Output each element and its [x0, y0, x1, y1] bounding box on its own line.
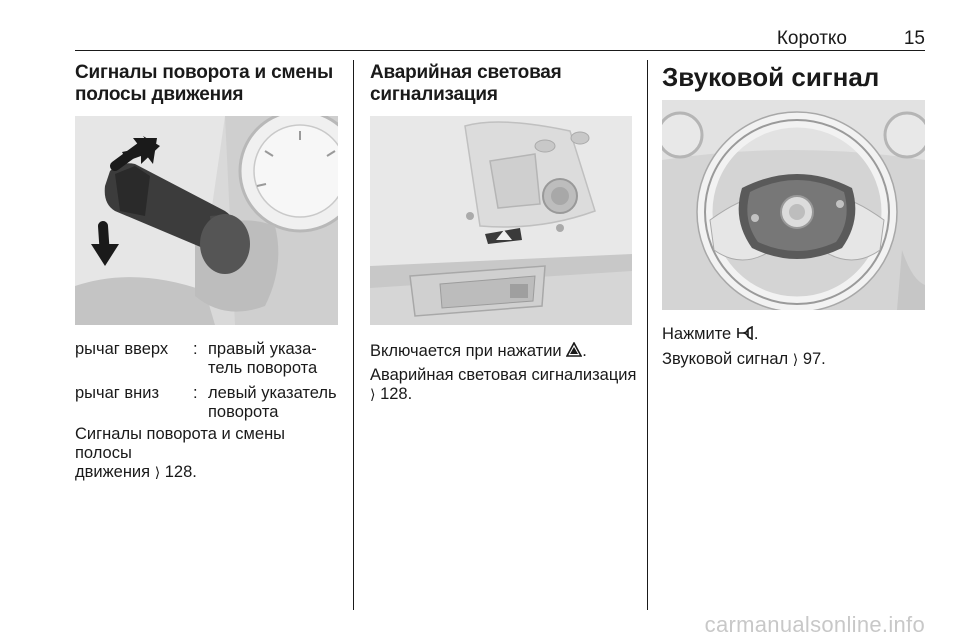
watermark: carmanualsonline.info — [704, 612, 925, 637]
definition-desc: правый указа- тель поворота — [208, 340, 318, 377]
definition-term: рычаг вверх — [75, 340, 169, 358]
cross-reference-paragraph: Звуковой сигнал ⟩ 97. — [662, 350, 826, 368]
horn-icon — [736, 326, 754, 340]
section-title: Коротко — [776, 28, 847, 49]
turn-signal-lever-illustration — [75, 116, 338, 325]
definition-term: рычаг вниз — [75, 384, 160, 402]
hazard-triangle-icon — [566, 342, 582, 357]
lever-definitions — [75, 340, 340, 428]
definition-row: рычаг вверх : правый указа- тель поворота — [75, 340, 340, 378]
section-heading: Сигналы поворота и смены полосы движения — [75, 62, 333, 105]
horn-instruction: Нажмите . — [662, 325, 759, 343]
page-reference-link[interactable]: 128. — [380, 385, 413, 403]
page-number: 15 — [903, 28, 925, 49]
section-heading: Аварийная световая сигнализация — [370, 62, 562, 105]
column-divider — [647, 60, 648, 610]
section-heading: Звуковой сигнал — [662, 62, 880, 92]
hazard-instruction: Включается при нажатии . — [370, 342, 587, 360]
hazard-switch-illustration — [370, 116, 632, 325]
page-ref-arrow-icon: ⟩ — [370, 387, 376, 403]
definition-row: рычаг вниз : левый указатель поворота — [75, 384, 340, 422]
page-ref-arrow-icon: ⟩ — [792, 352, 799, 368]
horn-section — [662, 62, 926, 92]
cross-reference-paragraph: Сигналы поворота и смены полосы движения ⟩ 128. — [75, 425, 286, 481]
page-reference-link[interactable]: 128. — [164, 463, 197, 481]
page-ref-arrow-icon: ⟩ — [154, 465, 161, 481]
hazard-warning-section — [370, 62, 634, 106]
column-divider — [353, 60, 354, 610]
page-reference-link[interactable]: 97. — [802, 350, 826, 368]
definition-desc: левый указатель поворота — [208, 384, 337, 421]
page-header — [75, 0, 925, 51]
steering-wheel-illustration — [662, 100, 925, 310]
turn-signal-section — [75, 62, 343, 106]
cross-reference-paragraph: Аварийная световая сигнализация ⟩ 128. — [370, 366, 637, 403]
